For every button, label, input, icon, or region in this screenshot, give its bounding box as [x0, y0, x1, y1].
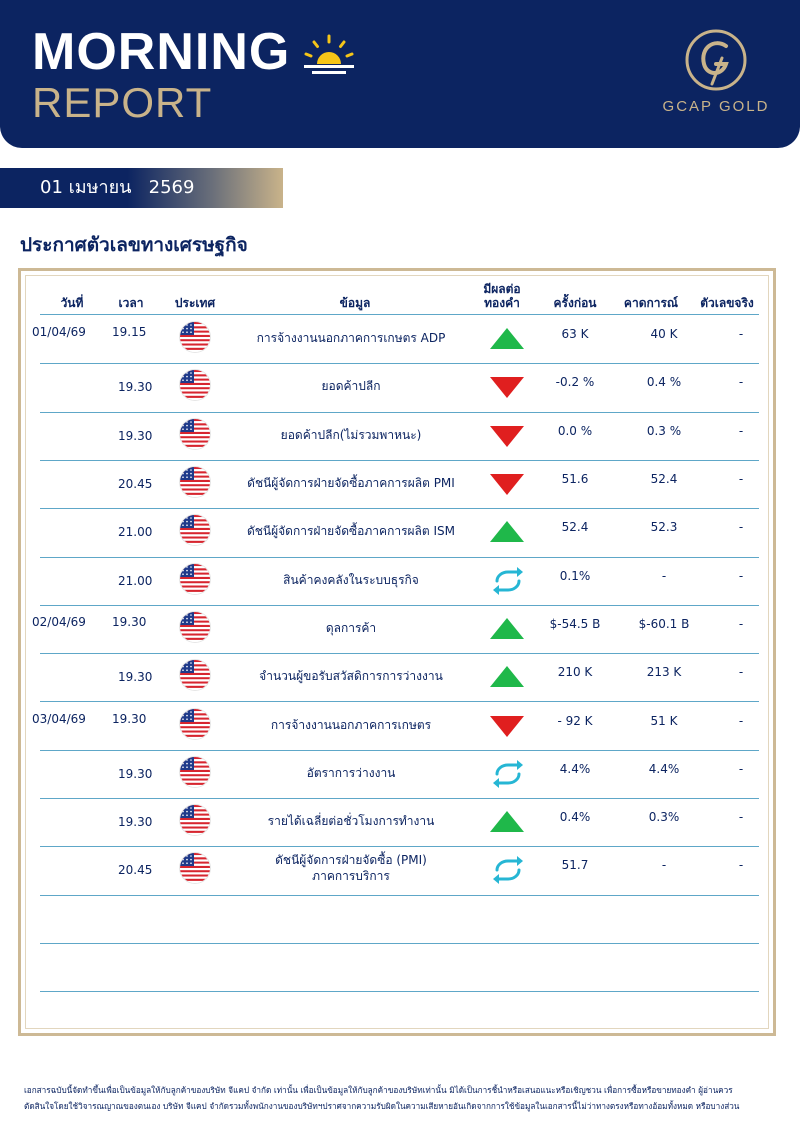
- row-previous: 0.0 %: [557, 423, 593, 438]
- row-previous: 52.4: [561, 520, 589, 535]
- row-actual: -: [738, 858, 744, 873]
- col-header-impact: [472, 282, 532, 310]
- row-divider: [40, 605, 759, 606]
- col-header-forecast: คาดการณ์: [623, 296, 679, 310]
- impact-neutral-icon: [490, 566, 526, 596]
- col-header-previous: ครั้งก่อน: [553, 296, 597, 310]
- impact-up-arrow-icon: [488, 809, 526, 835]
- row-actual: -: [738, 520, 744, 535]
- impact-down-arrow-icon: [488, 713, 526, 739]
- impact-neutral-icon: [490, 759, 526, 789]
- row-actual: -: [738, 665, 744, 680]
- us-flag-icon: [180, 419, 210, 449]
- impact-up-arrow-icon: [488, 616, 526, 642]
- row-previous: $-54.5 B: [549, 616, 601, 631]
- col-header-date: วันที่: [60, 296, 84, 310]
- row-previous: 0.4%: [559, 810, 591, 825]
- row-time: 19.30: [118, 766, 153, 781]
- row-forecast: 213 K: [646, 665, 682, 680]
- row-actual: -: [738, 616, 744, 631]
- row-previous: -0.2 %: [555, 375, 595, 390]
- row-forecast: -: [661, 858, 667, 873]
- impact-up-arrow-icon: [488, 664, 526, 690]
- row-divider: [40, 895, 759, 896]
- report-title-morning: MORNING: [32, 23, 291, 81]
- row-forecast: 0.3 %: [646, 423, 682, 438]
- disclaimer-line-2: ตัดสินใจโดยใช้วิจารณญาณของตนเอง บริษัท จีแคป จำกัดรวมทั้งพนักงานของบริษัทฯปราศจากความรับผิดในความเสียหายอันเกิดจากการใช้ข้อมูลในเอกสารนี้ไม่ว่าทางตรงหรือทางอ้อมทั้งหมด หรือบางส่วน: [24, 1101, 740, 1111]
- row-forecast: 52.3: [650, 520, 678, 535]
- row-indicator-name: ยอดค้าปลีก: [321, 379, 381, 394]
- row-forecast: 40 K: [650, 327, 678, 342]
- section-title: ประกาศตัวเลขทางเศรษฐกิจ: [20, 234, 248, 256]
- row-indicator-name: ดัชนีผู้จัดการฝ่ายจัดซื้อ (PMI) ภาคการบริการ: [275, 853, 427, 884]
- row-time: 19.30: [118, 428, 153, 443]
- row-indicator-name: ดัชนีผู้จัดการฝ่ายจัดซื้อภาคการผลิต ISM: [246, 524, 456, 539]
- row-previous: - 92 K: [557, 713, 593, 728]
- row-divider: [40, 701, 759, 702]
- impact-up-arrow-icon: [488, 519, 526, 545]
- row-indicator-name: อัตราการว่างงาน: [306, 765, 396, 780]
- row-actual: -: [738, 472, 744, 487]
- row-time: 19.30: [118, 380, 153, 395]
- us-flag-icon: [180, 757, 210, 787]
- row-actual: -: [738, 327, 744, 342]
- row-date: 01/04/69: [32, 325, 86, 340]
- row-time: 19.30: [112, 711, 147, 726]
- us-flag-icon: [180, 322, 210, 352]
- row-time: 19.30: [112, 614, 147, 629]
- header-divider: [40, 314, 759, 315]
- row-time: 20.45: [118, 477, 153, 492]
- row-indicator-name: รายได้เฉลี่ยต่อชั่วโมงการทำงาน: [267, 814, 435, 829]
- row-divider: [40, 653, 759, 654]
- report-title-report: REPORT: [32, 79, 213, 126]
- us-flag-icon: [180, 467, 210, 497]
- row-divider: [40, 412, 759, 413]
- col-header-actual: ตัวเลขจริง: [700, 296, 754, 310]
- impact-down-arrow-icon: [488, 374, 526, 400]
- row-divider: [40, 750, 759, 751]
- row-time: 21.00: [118, 525, 153, 540]
- sunrise-icon: [300, 34, 358, 76]
- row-time: 19.15: [112, 325, 147, 340]
- row-time: 19.30: [118, 815, 153, 830]
- row-previous: 51.6: [561, 472, 589, 487]
- row-divider: [40, 460, 759, 461]
- row-divider: [40, 363, 759, 364]
- row-indicator-name: ดุลการค้า: [325, 620, 377, 635]
- row-previous: 63 K: [561, 327, 589, 342]
- row-divider: [40, 508, 759, 509]
- report-header: [0, 0, 800, 148]
- disclaimer-line-1: เอกสารฉบับนี้จัดทำขึ้นเพื่อเป็นข้อมูลให้กับลูกค้าของบริษัท จีแคป จำกัด เท่านั้น เพื่อเป็นข้อมูลให้กับลูกค้าของบริษัทเท่านั้น มิได้เป็นการชี้นำหรือเสนอแนะหรือเชิญชวน เพื่อการซื้อหรือขายทองคำ ผู้อ่านควร: [24, 1085, 733, 1095]
- empty-row-divider: [40, 943, 759, 944]
- row-previous: 4.4%: [559, 761, 591, 776]
- row-forecast: $-60.1 B: [638, 616, 690, 631]
- impact-neutral-icon: [490, 855, 526, 885]
- row-time: 20.45: [118, 863, 153, 878]
- row-divider: [40, 846, 759, 847]
- empty-row-divider: [40, 991, 759, 992]
- us-flag-icon: [180, 709, 210, 739]
- row-indicator-name: จำนวนผู้ขอรับสวัสดิการการว่างงาน: [259, 669, 443, 684]
- row-time: 19.30: [118, 670, 153, 685]
- row-forecast: 52.4: [650, 472, 678, 487]
- row-forecast: 0.3%: [648, 810, 680, 825]
- row-forecast: 0.4 %: [646, 375, 682, 390]
- row-actual: -: [738, 375, 744, 390]
- us-flag-icon: [180, 612, 210, 642]
- col-header-impact-line1: มีผลต่อ: [483, 282, 521, 296]
- row-actual: -: [738, 423, 744, 438]
- row-actual: -: [738, 713, 744, 728]
- impact-down-arrow-icon: [488, 423, 526, 449]
- row-actual: -: [738, 761, 744, 776]
- impact-up-arrow-icon: [488, 326, 526, 352]
- gcap-logo-icon: [684, 28, 748, 92]
- row-forecast: 4.4%: [648, 761, 680, 776]
- col-header-time: เวลา: [118, 296, 144, 310]
- disclaimer: [24, 1082, 784, 1114]
- row-indicator-name: การจ้างงานนอกภาคการเกษตร: [270, 717, 432, 732]
- row-divider: [40, 798, 759, 799]
- col-header-country: ประเทศ: [174, 296, 216, 310]
- col-header-impact-line2: ทองคำ: [484, 296, 520, 310]
- row-forecast: -: [661, 568, 667, 583]
- report-date: 01 เมษายน 2569: [40, 177, 195, 198]
- row-divider: [40, 557, 759, 558]
- col-header-info: ข้อมูล: [339, 296, 371, 310]
- row-date: 02/04/69: [32, 614, 86, 629]
- us-flag-icon: [180, 805, 210, 835]
- impact-down-arrow-icon: [488, 471, 526, 497]
- us-flag-icon: [180, 564, 210, 594]
- row-forecast: 51 K: [650, 713, 678, 728]
- row-actual: -: [738, 810, 744, 825]
- row-indicator-name: สินค้าคงคลังในระบบธุรกิจ: [283, 572, 419, 587]
- row-indicator-name: การจ้างงานนอกภาคการเกษตร ADP: [256, 331, 446, 346]
- brand-name: GCAP GOLD: [662, 98, 770, 115]
- row-indicator-name: ดัชนีผู้จัดการฝ่ายจัดซื้อภาคการผลิต PMI: [247, 476, 455, 491]
- row-actual: -: [738, 568, 744, 583]
- row-previous: 210 K: [557, 665, 593, 680]
- row-indicator-name: ยอดค้าปลีก(ไม่รวมพาหนะ): [280, 427, 422, 442]
- row-date: 03/04/69: [32, 711, 86, 726]
- row-time: 21.00: [118, 573, 153, 588]
- row-previous: 51.7: [561, 858, 589, 873]
- row-previous: 0.1%: [559, 568, 591, 583]
- date-bar: [0, 168, 283, 208]
